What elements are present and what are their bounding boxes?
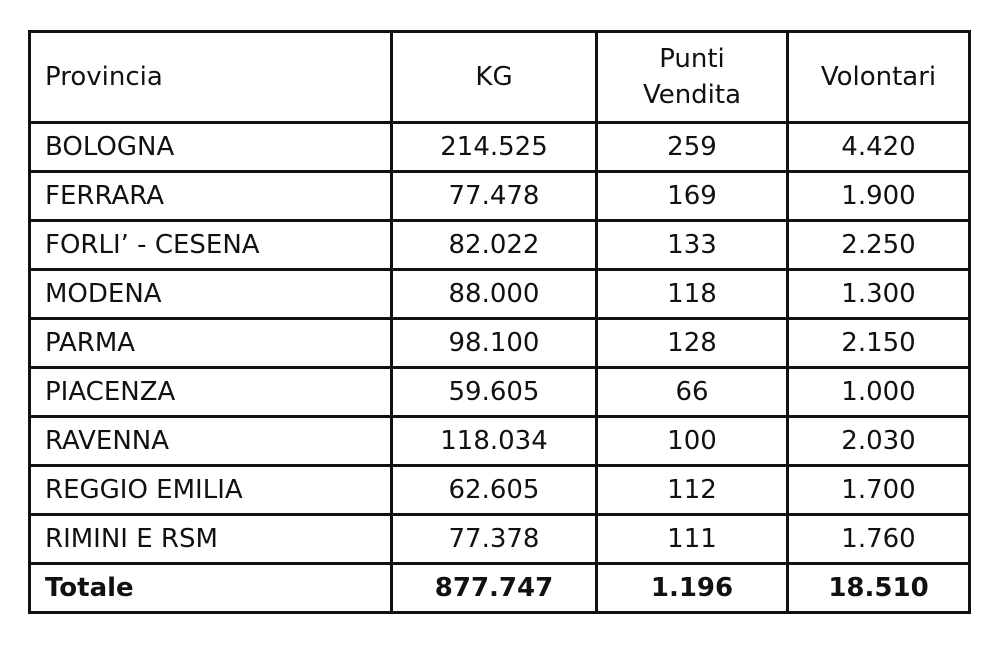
table-header-row xyxy=(30,32,970,123)
total-punti: 1.196 xyxy=(597,564,788,613)
total-label: Totale xyxy=(30,564,392,613)
cell-volontari: 1.700 xyxy=(788,466,970,515)
cell-volontari: 4.420 xyxy=(788,123,970,172)
cell-provincia: MODENA xyxy=(30,270,392,319)
cell-kg: 77.478 xyxy=(392,172,597,221)
cell-provincia: PIACENZA xyxy=(30,368,392,417)
total-volontari: 18.510 xyxy=(788,564,970,613)
cell-provincia: FERRARA xyxy=(30,172,392,221)
table-row xyxy=(30,466,970,515)
cell-punti: 66 xyxy=(597,368,788,417)
cell-punti: 259 xyxy=(597,123,788,172)
cell-kg: 62.605 xyxy=(392,466,597,515)
header-kg: KG xyxy=(392,32,597,123)
cell-provincia: FORLI’ - CESENA xyxy=(30,221,392,270)
cell-punti: 111 xyxy=(597,515,788,564)
cell-volontari: 1.300 xyxy=(788,270,970,319)
province-data-table xyxy=(28,30,971,614)
header-provincia: Provincia xyxy=(30,32,392,123)
cell-provincia: BOLOGNA xyxy=(30,123,392,172)
cell-kg: 59.605 xyxy=(392,368,597,417)
header-punti-vendita xyxy=(597,32,788,123)
table-row xyxy=(30,417,970,466)
table-row xyxy=(30,319,970,368)
cell-kg: 118.034 xyxy=(392,417,597,466)
cell-punti: 112 xyxy=(597,466,788,515)
cell-kg: 98.100 xyxy=(392,319,597,368)
cell-volontari: 2.250 xyxy=(788,221,970,270)
cell-volontari: 2.150 xyxy=(788,319,970,368)
cell-punti: 118 xyxy=(597,270,788,319)
cell-provincia: PARMA xyxy=(30,319,392,368)
table-row xyxy=(30,368,970,417)
cell-punti: 100 xyxy=(597,417,788,466)
table-row xyxy=(30,515,970,564)
cell-kg: 82.022 xyxy=(392,221,597,270)
cell-provincia: REGGIO EMILIA xyxy=(30,466,392,515)
table-row xyxy=(30,221,970,270)
header-punti-line1: Punti xyxy=(659,44,725,74)
cell-provincia: RIMINI E RSM xyxy=(30,515,392,564)
cell-punti: 133 xyxy=(597,221,788,270)
cell-provincia: RAVENNA xyxy=(30,417,392,466)
cell-punti: 169 xyxy=(597,172,788,221)
cell-kg: 88.000 xyxy=(392,270,597,319)
cell-punti: 128 xyxy=(597,319,788,368)
table-row xyxy=(30,123,970,172)
table-total-row xyxy=(30,564,970,613)
cell-kg: 77.378 xyxy=(392,515,597,564)
header-punti-line2: Vendita xyxy=(642,80,742,110)
cell-kg: 214.525 xyxy=(392,123,597,172)
header-volontari: Volontari xyxy=(788,32,970,123)
total-kg: 877.747 xyxy=(392,564,597,613)
cell-volontari: 1.760 xyxy=(788,515,970,564)
cell-volontari: 1.900 xyxy=(788,172,970,221)
cell-volontari: 1.000 xyxy=(788,368,970,417)
cell-volontari: 2.030 xyxy=(788,417,970,466)
table-row xyxy=(30,270,970,319)
table-row xyxy=(30,172,970,221)
